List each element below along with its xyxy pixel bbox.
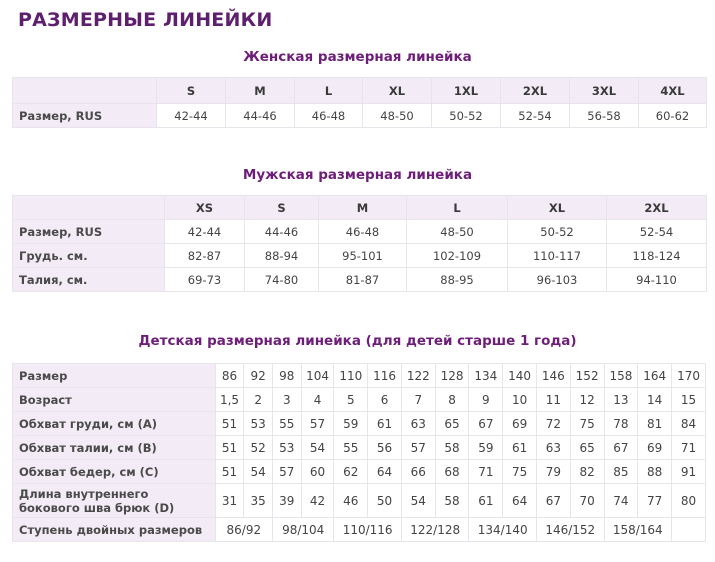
row-label: Обхват талии, см (B) xyxy=(13,436,216,460)
column-header: 2XL xyxy=(607,196,707,220)
table-cell: 55 xyxy=(272,412,301,436)
corner-cell xyxy=(13,78,157,104)
corner-cell xyxy=(13,196,165,220)
table-cell: 92 xyxy=(244,364,273,388)
table-cell: 52 xyxy=(244,436,273,460)
kids-size-table xyxy=(12,363,706,542)
table-cell: 158 xyxy=(604,364,638,388)
table-cell: 52-54 xyxy=(607,220,707,244)
table-row xyxy=(13,268,707,292)
table-cell: 118-124 xyxy=(607,244,707,268)
table-cell: 122/128 xyxy=(401,518,469,542)
row-label-line: Длина внутреннего xyxy=(19,486,149,501)
table-cell: 64 xyxy=(503,484,537,518)
kids-section-title: Детская размерная линейка (для детей старше 1 года) xyxy=(138,333,577,349)
table-cell: 128 xyxy=(435,364,469,388)
table-cell: 88-94 xyxy=(245,244,319,268)
table-cell: 58 xyxy=(435,484,469,518)
table-cell: 67 xyxy=(469,412,503,436)
table-cell: 75 xyxy=(503,460,537,484)
table-cell: 60-62 xyxy=(639,104,707,128)
table-cell: 98/104 xyxy=(272,518,333,542)
table-cell: 72 xyxy=(536,412,570,436)
table-cell: 67 xyxy=(536,484,570,518)
table-row xyxy=(13,388,706,412)
table-cell: 39 xyxy=(272,484,301,518)
table-cell: 46-48 xyxy=(319,220,407,244)
table-cell: 50-52 xyxy=(508,220,607,244)
table-cell: 104 xyxy=(301,364,334,388)
table-row xyxy=(13,364,706,388)
table-cell: 79 xyxy=(536,460,570,484)
table-cell: 66 xyxy=(401,460,435,484)
table-cell: 57 xyxy=(301,412,334,436)
table-cell: 42 xyxy=(301,484,334,518)
table-cell: 8 xyxy=(435,388,469,412)
table-cell: 94-110 xyxy=(607,268,707,292)
table-cell: 4 xyxy=(301,388,334,412)
column-header: 2XL xyxy=(501,78,570,104)
table-cell: 51 xyxy=(215,460,244,484)
table-cell: 54 xyxy=(244,460,273,484)
table-cell: 110 xyxy=(334,364,368,388)
column-header: L xyxy=(295,78,363,104)
table-header-row xyxy=(13,78,707,104)
table-cell: 82-87 xyxy=(165,244,245,268)
table-cell: 102-109 xyxy=(407,244,508,268)
table-cell: 59 xyxy=(334,412,368,436)
row-label-line: бокового шва брюк (D) xyxy=(19,500,175,515)
table-cell: 14 xyxy=(638,388,672,412)
table-cell: 164 xyxy=(638,364,672,388)
table-cell: 96-103 xyxy=(508,268,607,292)
column-header: L xyxy=(407,196,508,220)
table-cell xyxy=(672,518,706,542)
table-cell: 110/116 xyxy=(334,518,402,542)
row-label xyxy=(13,484,216,518)
men-size-table xyxy=(12,195,707,292)
table-cell: 170 xyxy=(672,364,706,388)
table-cell: 50-52 xyxy=(432,104,501,128)
table-cell: 53 xyxy=(272,436,301,460)
table-row xyxy=(13,220,707,244)
table-cell: 13 xyxy=(604,388,638,412)
table-cell: 12 xyxy=(570,388,604,412)
table-cell: 7 xyxy=(401,388,435,412)
table-cell: 50 xyxy=(368,484,402,518)
column-header: XS xyxy=(165,196,245,220)
table-cell: 60 xyxy=(301,460,334,484)
page-title: РАЗМЕРНЫЕ ЛИНЕЙКИ xyxy=(18,9,273,31)
table-cell: 77 xyxy=(638,484,672,518)
table-cell: 51 xyxy=(215,436,244,460)
table-cell: 86/92 xyxy=(215,518,272,542)
table-cell: 75 xyxy=(570,412,604,436)
women-size-table xyxy=(12,77,707,128)
table-cell: 61 xyxy=(469,484,503,518)
table-cell: 15 xyxy=(672,388,706,412)
row-label: Возраст xyxy=(13,388,216,412)
row-label: Талия, см. xyxy=(13,268,165,292)
table-cell: 9 xyxy=(469,388,503,412)
table-cell: 74-80 xyxy=(245,268,319,292)
table-cell: 48-50 xyxy=(363,104,432,128)
table-cell: 122 xyxy=(401,364,435,388)
table-cell: 57 xyxy=(272,460,301,484)
table-cell: 81-87 xyxy=(319,268,407,292)
table-cell: 68 xyxy=(435,460,469,484)
table-cell: 46-48 xyxy=(295,104,363,128)
table-cell: 1,5 xyxy=(215,388,244,412)
row-label: Ступень двойных размеров xyxy=(13,518,216,542)
table-cell: 57 xyxy=(401,436,435,460)
table-cell: 134/140 xyxy=(469,518,537,542)
table-cell: 80 xyxy=(672,484,706,518)
table-cell: 54 xyxy=(301,436,334,460)
table-cell: 62 xyxy=(334,460,368,484)
table-row xyxy=(13,484,706,518)
table-row xyxy=(13,436,706,460)
table-cell: 134 xyxy=(469,364,503,388)
table-cell: 53 xyxy=(244,412,273,436)
table-cell: 52-54 xyxy=(501,104,570,128)
table-row xyxy=(13,460,706,484)
table-cell: 71 xyxy=(672,436,706,460)
table-cell: 6 xyxy=(368,388,402,412)
table-cell: 46 xyxy=(334,484,368,518)
table-cell: 78 xyxy=(604,412,638,436)
table-cell: 61 xyxy=(503,436,537,460)
table-cell: 2 xyxy=(244,388,273,412)
table-cell: 71 xyxy=(469,460,503,484)
table-cell: 65 xyxy=(570,436,604,460)
table-cell: 158/164 xyxy=(604,518,672,542)
table-cell: 54 xyxy=(401,484,435,518)
table-cell: 146 xyxy=(536,364,570,388)
table-cell: 51 xyxy=(215,412,244,436)
table-cell: 140 xyxy=(503,364,537,388)
table-cell: 44-46 xyxy=(226,104,295,128)
table-cell: 88 xyxy=(638,460,672,484)
table-cell: 95-101 xyxy=(319,244,407,268)
table-row xyxy=(13,244,707,268)
table-cell: 42-44 xyxy=(157,104,226,128)
table-cell: 91 xyxy=(672,460,706,484)
row-label: Размер, RUS xyxy=(13,220,165,244)
table-cell: 64 xyxy=(368,460,402,484)
table-row xyxy=(13,104,707,128)
column-header: M xyxy=(226,78,295,104)
table-cell: 69 xyxy=(638,436,672,460)
table-cell: 63 xyxy=(536,436,570,460)
row-label: Обхват груди, см (A) xyxy=(13,412,216,436)
table-cell: 86 xyxy=(215,364,244,388)
table-cell: 152 xyxy=(570,364,604,388)
women-section-title: Женская размерная линейка xyxy=(243,49,472,65)
row-label: Размер xyxy=(13,364,216,388)
table-cell: 44-46 xyxy=(245,220,319,244)
table-cell: 146/152 xyxy=(536,518,604,542)
table-cell: 85 xyxy=(604,460,638,484)
table-cell: 67 xyxy=(604,436,638,460)
table-cell: 116 xyxy=(368,364,402,388)
table-header-row xyxy=(13,196,707,220)
table-cell: 56-58 xyxy=(570,104,639,128)
table-cell: 59 xyxy=(469,436,503,460)
table-cell: 110-117 xyxy=(508,244,607,268)
table-cell: 98 xyxy=(272,364,301,388)
table-cell: 35 xyxy=(244,484,273,518)
row-label: Размер, RUS xyxy=(13,104,157,128)
column-header: 4XL xyxy=(639,78,707,104)
table-cell: 70 xyxy=(570,484,604,518)
table-cell: 74 xyxy=(604,484,638,518)
column-header: M xyxy=(319,196,407,220)
table-cell: 82 xyxy=(570,460,604,484)
table-cell: 63 xyxy=(401,412,435,436)
table-cell: 69-73 xyxy=(165,268,245,292)
column-header: 1XL xyxy=(432,78,501,104)
row-label: Обхват бедер, см (C) xyxy=(13,460,216,484)
men-section-title: Мужская размерная линейка xyxy=(242,167,473,183)
table-cell: 48-50 xyxy=(407,220,508,244)
table-cell: 69 xyxy=(503,412,537,436)
column-header: S xyxy=(245,196,319,220)
column-header: XL xyxy=(363,78,432,104)
column-header: 3XL xyxy=(570,78,639,104)
table-cell: 58 xyxy=(435,436,469,460)
table-cell: 5 xyxy=(334,388,368,412)
column-header: S xyxy=(157,78,226,104)
column-header: XL xyxy=(508,196,607,220)
table-cell: 65 xyxy=(435,412,469,436)
table-cell: 3 xyxy=(272,388,301,412)
table-cell: 56 xyxy=(368,436,402,460)
table-cell: 61 xyxy=(368,412,402,436)
table-cell: 11 xyxy=(536,388,570,412)
table-cell: 55 xyxy=(334,436,368,460)
table-cell: 10 xyxy=(503,388,537,412)
table-cell: 84 xyxy=(672,412,706,436)
table-cell: 42-44 xyxy=(165,220,245,244)
row-label: Грудь. см. xyxy=(13,244,165,268)
table-cell: 88-95 xyxy=(407,268,508,292)
table-cell: 81 xyxy=(638,412,672,436)
table-row xyxy=(13,412,706,436)
table-row xyxy=(13,518,706,542)
table-cell: 31 xyxy=(215,484,244,518)
